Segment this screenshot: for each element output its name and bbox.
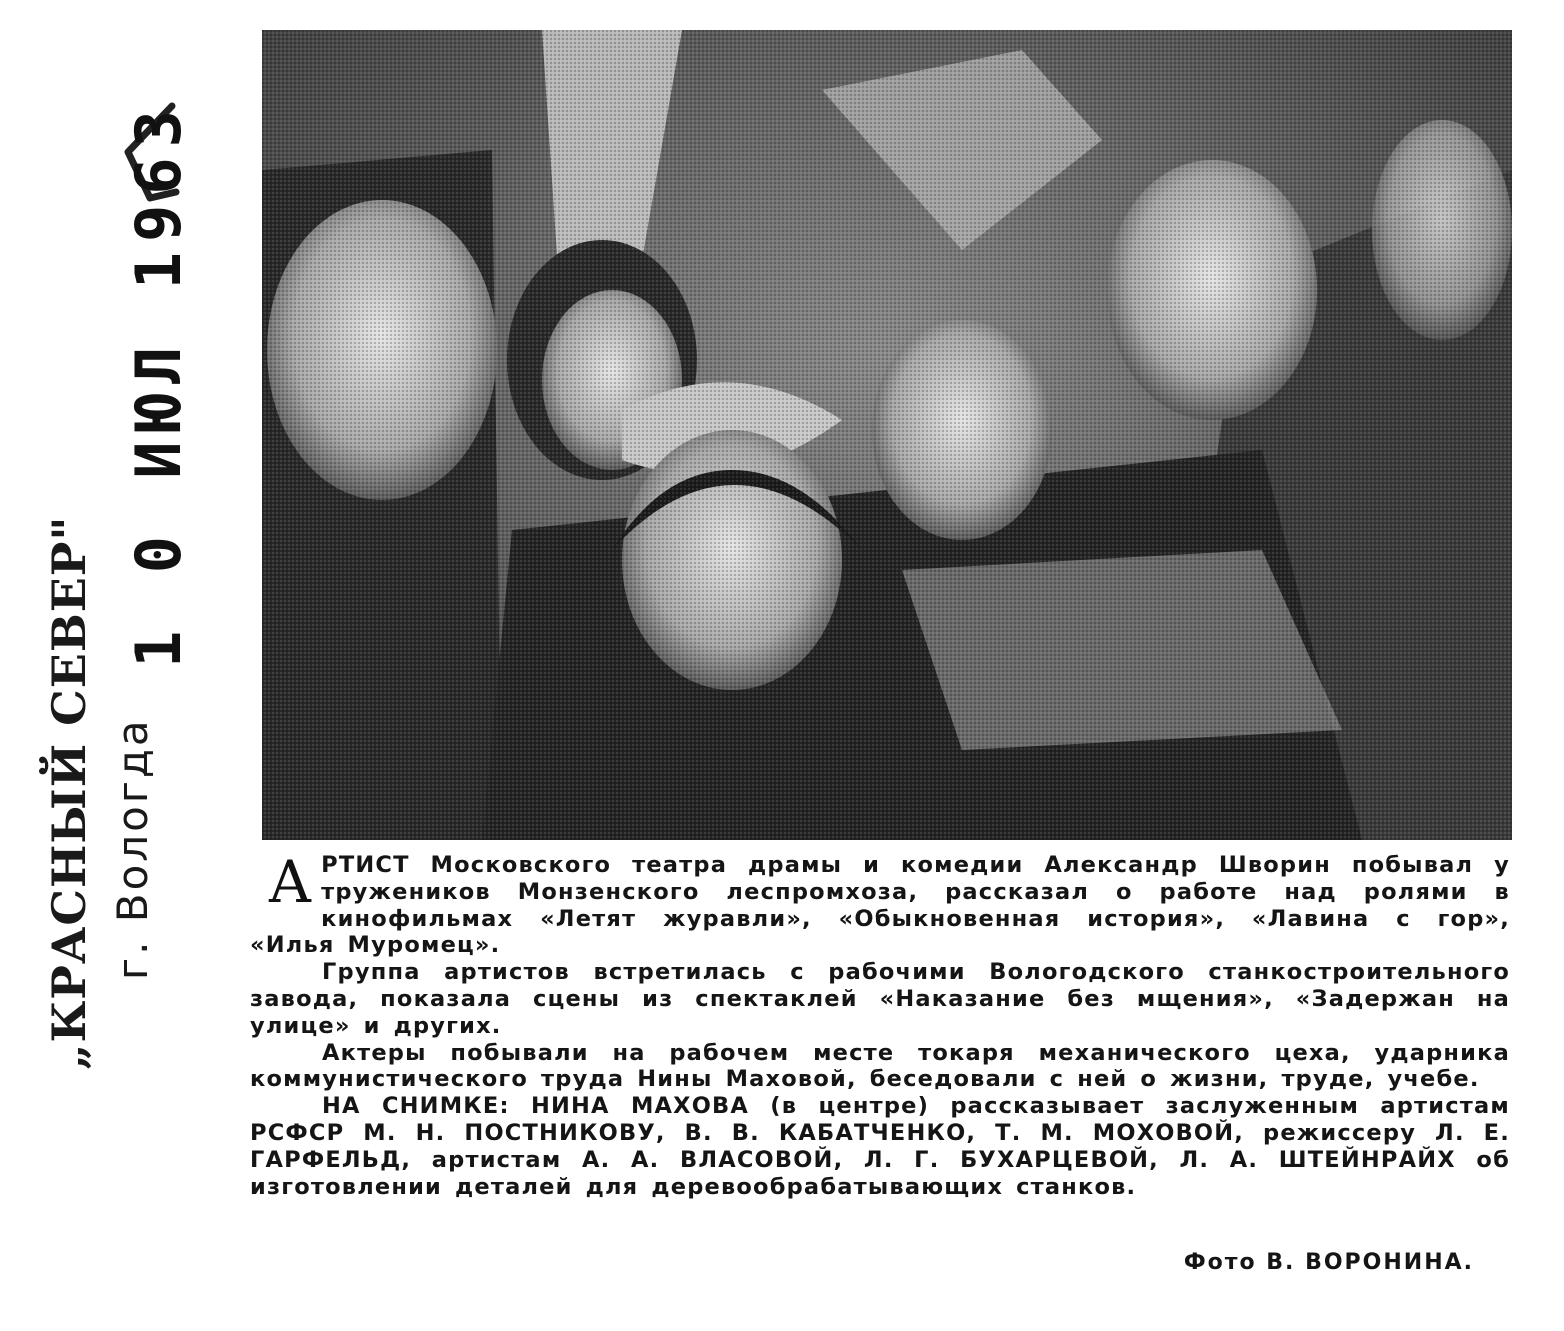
- photo-credit: Фото В. ВОРОНИНА.: [1183, 1250, 1474, 1275]
- group-photo: [262, 30, 1512, 840]
- dropcap: А: [268, 848, 314, 916]
- article-text: [250, 848, 1510, 1292]
- stamp-date: 1 0 ИЮЛ 1963: [122, 100, 195, 668]
- newspaper-city: г. Вологда: [108, 717, 157, 980]
- article-paragraph: АРТИСТ Московского театра драмы и комедии Александр Шворин побывал у тружеников Монзенского леспромхоза, рассказал о работе над ролями в кинофильмах «Летят журавли», «Обыкновенная история», «Лавина с гор», «Илья Муромец».: [250, 848, 1510, 959]
- article-paragraph: Актеры побывали на рабочем месте токаря механического цеха, ударника коммунистического труда Нины Маховой, беседовали с ней о жизни, труде, учебе.: [250, 1039, 1510, 1093]
- article-paragraph: Группа артистов встретилась с рабочими Вологодского станкостроительного завода, показала сцены из спектаклей «Наказание без мщения», «Задержан на улице» и других.: [250, 959, 1510, 1039]
- photo-image: [262, 30, 1512, 840]
- newspaper-name: „КРАСНЫЙ СЕВЕР": [42, 515, 96, 1070]
- photo-caption: НА СНИМКЕ: НИНА МАХОВА (в центре) рассказывает заслуженным артистам РСФСР М. Н. ПОСТНИКОВУ, В. В. КАБАТЧЕНКО, Т. М. МОХОВОЙ, режиссеру Л. Е. ГАРФЕЛЬД, артистам А. А. ВЛАСОВОЙ, Л. Г. БУХАРЦЕВОЙ, Л. А. ШТЕЙНРАЙХ об изготовлении деталей для деревообрабатывающих станков.: [250, 1093, 1510, 1200]
